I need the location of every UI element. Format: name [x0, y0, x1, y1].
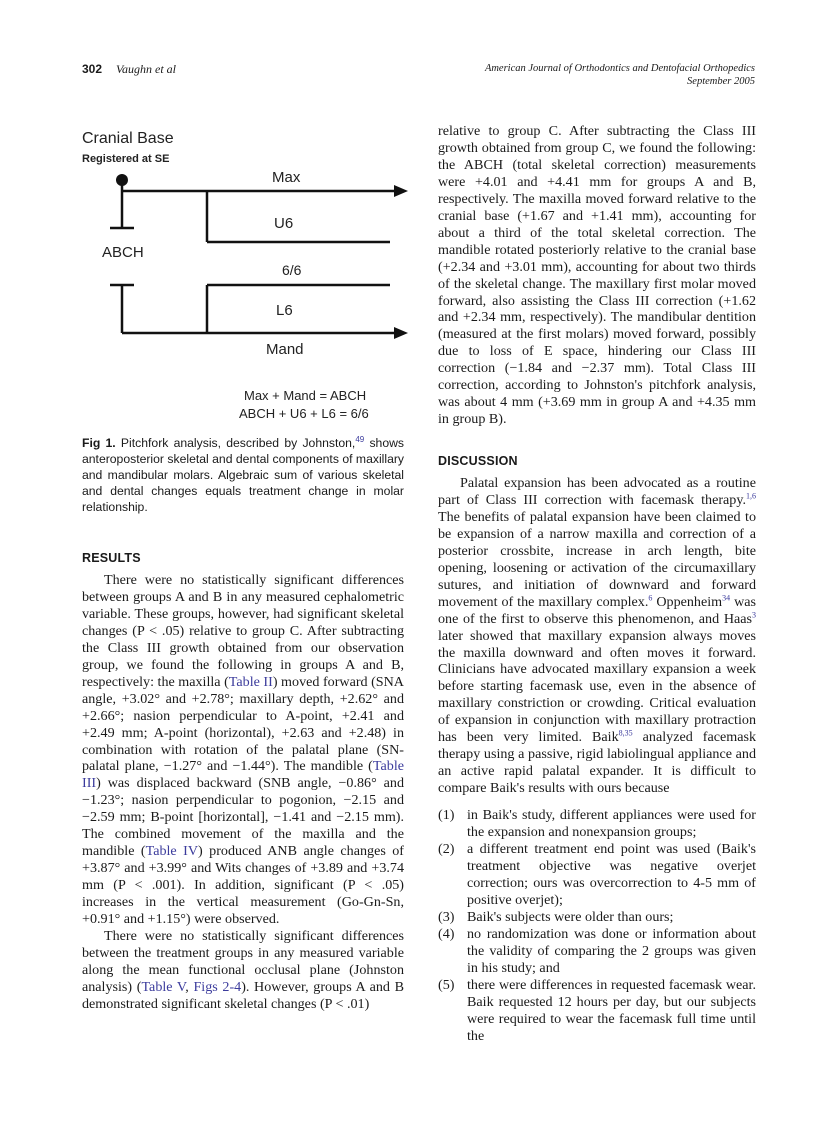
list-item: [438, 926, 756, 977]
paragraph-text: ). However, groups A and B demonstrated significant skeletal changes (P < .01): [82, 978, 404, 1012]
list-item-text: a different treatment end point was used (Baik's treatment objective was negative overjet correction; ours was overcorrection to 4-5 mm of positive overjet);: [467, 841, 756, 908]
link-figs-2-4[interactable]: Figs 2-4: [193, 978, 242, 995]
issue-date: September 2005: [687, 76, 755, 87]
list-number: (3): [438, 908, 455, 925]
separator: ,: [185, 978, 194, 995]
results-column-left: [82, 572, 404, 1013]
citation-ref[interactable]: 1,6: [746, 491, 756, 501]
paragraph-text: ) moved forward (SNA angle, +3.02° and +2.78°; maxillary depth, +2.62° and +2.66°; nasion perpendicular to A-point, +2.41 and +2.49 mm; A-point (horizontal), +2.63 and +2.48) in combination with rotation of the palatal plane (SN-palatal plane, −1.27° and −1.44°). The mandible (: [82, 673, 404, 775]
paragraph-text: later showed that maxillary expansion always moves the maxilla downward and often moves it forward. Clinicians have advocated maxillary expansion a week before starting facemask use, even in the absence of maxillary constriction or crowding. Critical evaluation of expansion in conjunction with maxillary protraction has been very limited. Baik: [438, 627, 756, 746]
label-max: Max: [272, 169, 301, 186]
paragraph-text: analyzed facemask therapy using a passive, rigid labiolingual appliance and an active rapid palatal expander. It is difficult to compare Baik's results with ours because: [438, 729, 756, 797]
paragraph-text: ) produced ANB angle changes of +3.87° and +3.99° and Wits changes of +3.89 and +3.74 mm (P < .001). In addition, significant (P < .05) increases in the vertical measurement (Go-Gn-Sn, +0.91° and +1.15°) were observed.: [82, 843, 404, 928]
label-mand: Mand: [266, 341, 304, 358]
results-column-right: [438, 123, 756, 428]
list-number: (4): [438, 925, 455, 942]
journal-title: American Journal of Orthodontics and Dentofacial Orthopedics: [484, 63, 755, 74]
list-number: (2): [438, 841, 455, 858]
equation-2: ABCH + U6 + L6 = 6/6: [239, 406, 369, 421]
reasons-list: [438, 807, 756, 1044]
list-item-text: no randomization was done or information about the validity of comparing the 2 groups was given in his study; and: [467, 925, 756, 976]
link-table-ii[interactable]: Table II: [228, 673, 273, 690]
pitchfork-diagram: [82, 125, 412, 455]
figure-title: Cranial Base: [82, 130, 174, 147]
journal-info: [485, 62, 755, 88]
results-paragraph-1: [82, 572, 404, 928]
discussion-paragraph-1: [438, 475, 756, 797]
link-table-iii[interactable]: Table III: [82, 758, 404, 792]
list-item-text: there were differences in requested facemask wear. Baik requested 12 hours per day, but our subjects were required to wear the facemask full time until the: [467, 976, 756, 1044]
running-header: [82, 62, 755, 96]
citation-ref[interactable]: 34: [722, 592, 731, 602]
list-item-text: Baik's subjects were older than ours;: [467, 908, 674, 925]
paragraph-text: Palatal expansion has been advocated as a routine part of Class III correction with facemask therapy.: [438, 475, 756, 508]
label-6-6: 6/6: [282, 262, 302, 278]
paragraph-text: There were no statistically significant differences between groups A and B in any measured cephalometric variable. These groups, however, had significant skeletal changes (P < .05) relative to group C. After subtracting the Class III growth obtained from our observation group, we found the following in groups A and B, respectively: the maxilla (: [82, 572, 404, 690]
results-paragraph-2-continued: relative to group C. After subtracting the Class III growth obtained from group C, we found the following: the ABCH (total skeletal correction) measurements were +4.01 and +4.41 mm for groups A and B, respectively. The maxilla moved forward relative to the cranial base (+1.67 and +1.41 mm), accounting for about a third of the total skeletal correction. The mandible rotated posteriorly relative to the cranial base (+2.34 and +3.01 mm), accounting for about two thirds of the skeletal change. The maxillary first molar moved forward, also assisting the Class III correction (+1.62 and +2.34 mm, respectively). The mandibular dentition (measured at the first molars) moved forward, possibly due to loss of E space, hindering our Class III correction (−1.84 and −2.37 mm). Total Class III correction, according to Johnston's pitchfork analysis, was about 4 mm (+3.69 mm in group A and +4.35 mm in group B).: [438, 123, 756, 428]
discussion-heading: DISCUSSION: [438, 454, 518, 468]
equation-1: Max + Mand = ABCH: [244, 388, 367, 403]
discussion-column: [438, 475, 756, 1044]
results-heading: RESULTS: [82, 551, 141, 565]
registration-point-icon: [116, 174, 128, 186]
label-l6: L6: [276, 302, 293, 319]
citation-ref[interactable]: 3: [752, 609, 756, 619]
list-number: (1): [438, 807, 455, 824]
figure-subtitle: Registered at SE: [82, 153, 170, 165]
link-table-iv[interactable]: Table IV: [145, 843, 199, 860]
running-authors: Vaughn et al: [116, 62, 176, 76]
page-number: 302: [82, 62, 103, 76]
list-item: [438, 807, 756, 841]
paragraph-text: ) was displaced backward (SNB angle, −0.86° and −1.23°; nasion perpendicular to pogonion, −2.15 and −2.59 mm; B-point [horizontal], −1.41 and −2.15 mm). The combined movement of the maxilla and the mandible (: [82, 775, 404, 860]
caption-text-cont: shows anteroposterior skeletal and dental components of maxillary and mandibular molars. Algebraic sum of various skeletal and dental changes equals treatment change in molar relationship.: [82, 436, 405, 515]
list-item-text: in Baik's study, different appliances were used for the expansion and nonexpansion groups;: [467, 807, 756, 841]
list-number: (5): [438, 976, 455, 993]
pitchfork-lines: [110, 181, 400, 333]
citation-ref[interactable]: 8,35: [618, 728, 633, 738]
figure-1-pitchfork-diagram: [82, 125, 412, 455]
results-paragraph-2: [82, 928, 404, 1013]
figure-caption: [82, 435, 404, 515]
arrow-right-icon: [394, 327, 408, 339]
paragraph-text: was one of the first to observe this phenomenon, and Haas: [438, 593, 757, 627]
link-table-v[interactable]: Table V: [141, 978, 186, 995]
citation-ref[interactable]: 49: [355, 434, 365, 444]
arrow-right-icon: [394, 185, 408, 197]
paragraph-text: Oppenheim: [652, 593, 723, 610]
list-item: [438, 909, 756, 926]
paragraph-text: The benefits of palatal expansion have been claimed to be expansion of a narrow maxilla and correction of a posterior crossbite, increase in arch length, bite opening, loosening or activation of the circumaxillary sutures, and initiation of downward and forward movement of the maxillary complex.: [438, 508, 756, 610]
list-item: [438, 977, 756, 1045]
list-item: [438, 841, 756, 909]
label-abch: ABCH: [102, 244, 144, 261]
label-u6: U6: [274, 215, 294, 232]
caption-text: Pitchfork analysis, described by Johnston,: [115, 436, 356, 450]
citation-ref[interactable]: 6: [648, 592, 653, 602]
paragraph-text: There were no statistically significant differences between the treatment groups in any measured variable along the mean functional occlusal plane (Johnston analysis) (: [82, 928, 404, 995]
caption-label: Fig 1.: [82, 436, 116, 450]
